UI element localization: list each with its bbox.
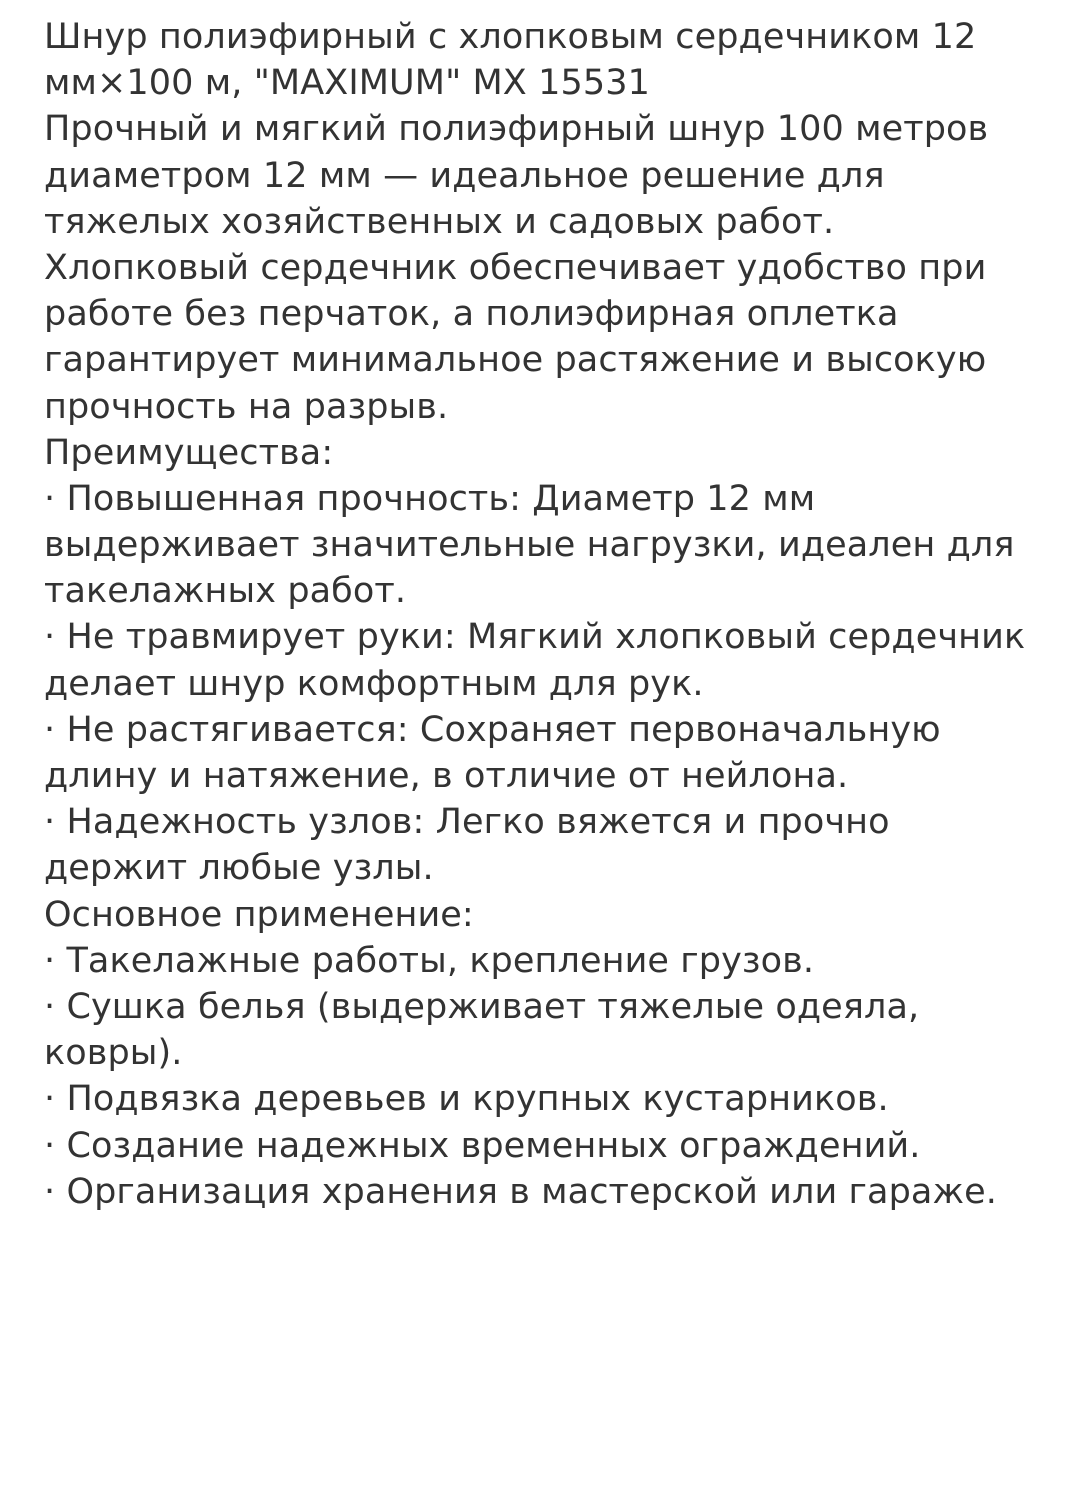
advantage-item: · Не травмирует руки: Мягкий хлопковый сердечник делает шнур комфортным для рук. (44, 617, 1026, 704)
product-title: Шнур полиэфирный с хлопковым сердечником 12 мм×100 м, "MAXIMUM" MX 15531 (44, 17, 977, 104)
usage-item: · Сушка белья (выдерживает тяжелые одеяла, ковры). (44, 986, 920, 1074)
advantage-item: · Повышенная прочность: Диаметр 12 мм выдерживает значительные нагрузки, идеален для такелажных работ. (44, 478, 1015, 612)
usage-item: · Такелажные работы, крепление грузов. (44, 940, 815, 981)
usage-item: · Подвязка деревьев и крупных кустарников. (44, 1079, 889, 1120)
advantage-item: · Надежность узлов: Легко вяжется и прочно держит любые узлы. (44, 802, 890, 889)
advantage-item: · Не растягивается: Сохраняет первоначальную длину и натяжение, в отличие от нейлона. (44, 709, 941, 796)
advantages-heading: Преимущества: (44, 432, 334, 473)
usage-heading: Основное применение: (44, 894, 474, 935)
usage-item: · Создание надежных временных ограждений. (44, 1125, 921, 1166)
usage-item: · Организация хранения в мастерской или гараже. (44, 1171, 997, 1212)
product-description (44, 14, 1028, 1215)
product-intro-paragraph: Прочный и мягкий полиэфирный шнур 100 метров диаметром 12 мм — идеальное решение для тяжелых хозяйственных и садовых работ. Хлопковый сердечник обеспечивает удобство при работе без перчаток, а полиэфирная оплетка гарантирует минимальное растяжение и высокую прочность на разрыв. (44, 109, 989, 427)
